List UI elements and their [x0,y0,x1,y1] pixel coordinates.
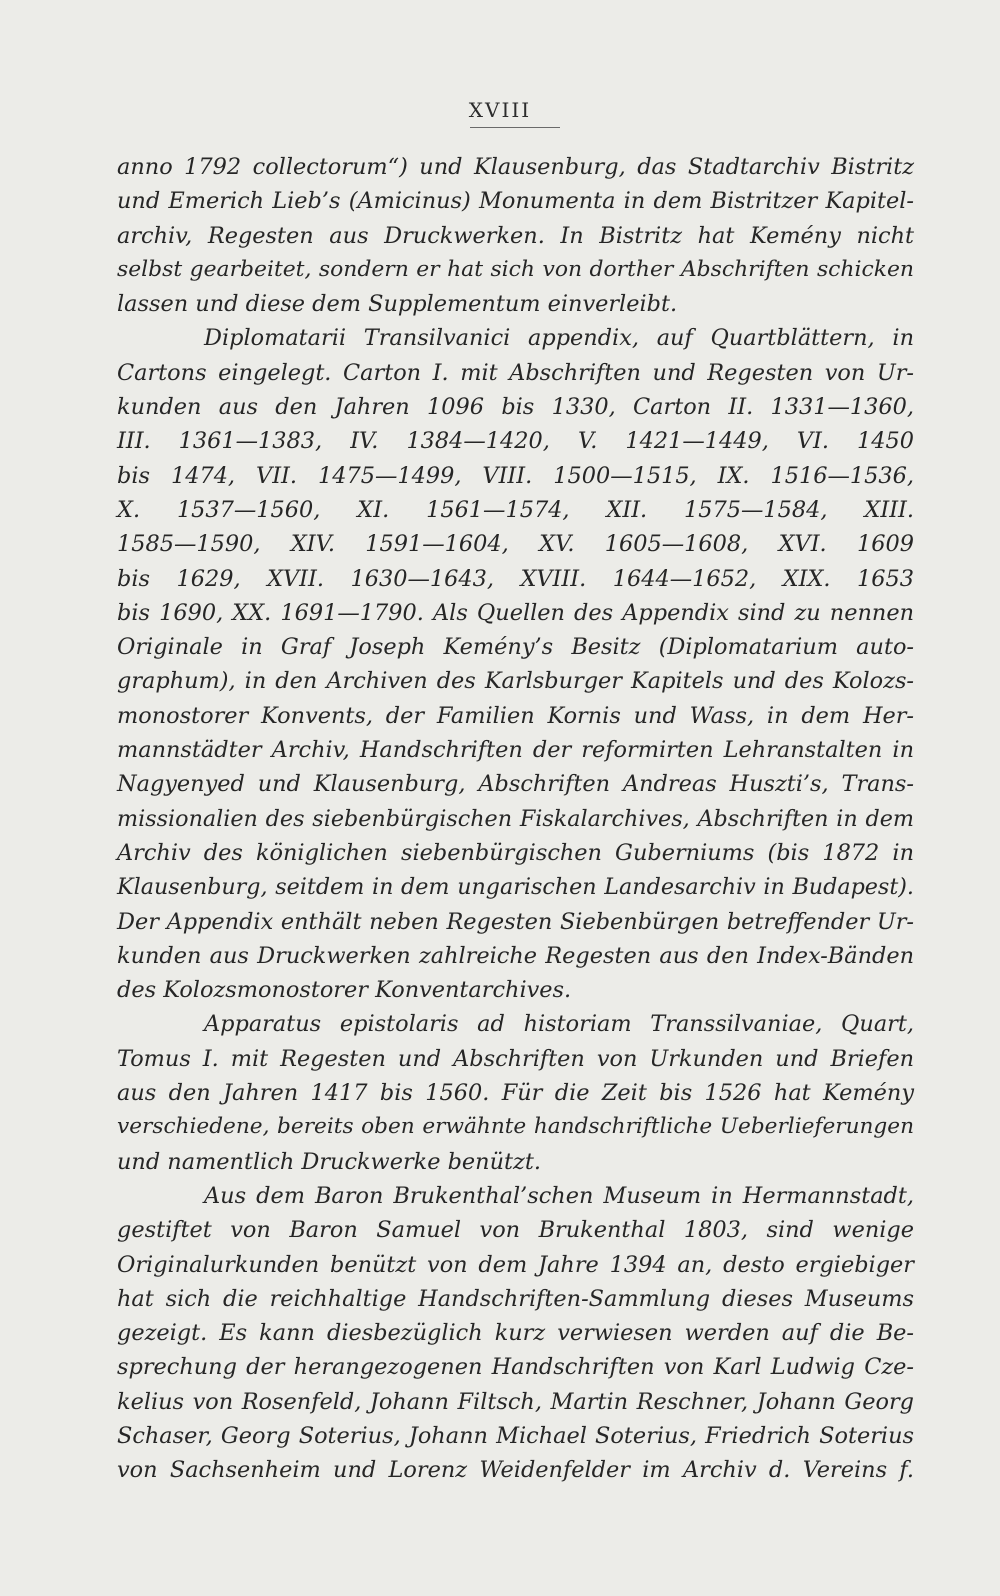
text-line: selbst gearbeitet, sondern er hat sich von dorther Abschriften schicken [117,256,914,282]
text-line: hat sich die reichhaltige Handschriften-Sammlung dieses Museums [117,1285,914,1312]
text-line: und Emerich Lieb’s (Amicinus) Monumenta in dem Bistritzer Kapitel- [117,188,914,215]
text-line: Aus dem Baron Brukenthal’schen Museum in Hermannstadt, [204,1182,914,1209]
text-line: sprechung der herangezogenen Handschriften von Karl Ludwig Cze- [117,1354,914,1381]
text-line: Der Appendix enthält neben Regesten Siebenbürgen betreffender Ur- [117,908,914,935]
text-line: kunden aus Druckwerken zahlreiche Regesten aus den Index-Bänden [117,942,914,969]
page-number: XVIII [468,98,532,122]
text-line: lassen und diese dem Supplementum einverleibt. [117,291,678,318]
text-line: bis 1474, VII. 1475—1499, VIII. 1500—1515, IX. 1516—1536, [117,462,914,489]
text-line: graphum), in den Archiven des Karlsburger Kapitels und des Kolozs- [117,668,914,695]
text-line: Schaser, Georg Soterius, Johann Michael Soterius, Friedrich Soterius [117,1422,914,1449]
text-line: Cartons eingelegt. Carton I. mit Abschriften und Regesten von Ur- [117,359,914,386]
text-line: und namentlich Druckwerke benützt. [117,1148,541,1175]
paragraph-4 [117,1179,914,1488]
text-line: kunden aus den Jahren 1096 bis 1330, Carton II. 1331—1360, [117,394,914,421]
text-line: aus den Jahren 1417 bis 1560. Für die Zeit bis 1526 hat Kemény [117,1080,914,1107]
text-line: anno 1792 collectorum“) und Klausenburg, das Stadtarchiv Bistritz [117,154,914,180]
text-line: Diplomatarii Transilvanici appendix, auf Quartblättern, in [204,325,914,352]
text-line: bis 1629, XVII. 1630—1643, XVIII. 1644—1652, XIX. 1653 [117,565,914,592]
text-line: X. 1537—1560, XI. 1561—1574, XII. 1575—1584, XIII. [117,496,914,523]
text-line: Klausenburg, seitdem in dem ungarischen Landesarchiv in Budapest). [117,874,914,901]
text-line: Apparatus epistolaris ad historiam Transsilvaniae, Quart, [204,1011,914,1038]
paragraph-3 [117,1007,914,1178]
body-text [117,150,914,1488]
text-line: archiv, Regesten aus Druckwerken. In Bistritz hat Kemény nicht [117,222,914,249]
text-line: gezeigt. Es kann diesbezüglich kurz verwiesen werden auf die Be- [117,1320,914,1347]
text-line: des Kolozsmonostorer Konventarchives. [117,977,572,1004]
text-line: Tomus I. mit Regesten und Abschriften von Urkunden und Briefen [117,1045,914,1072]
paragraph-1 [117,150,914,321]
text-line: gestiftet von Baron Samuel von Brukenthal 1803, sind wenige [117,1217,914,1244]
text-line: Originale in Graf Joseph Kemény’s Besitz (Diplomatarium auto- [117,634,914,661]
text-line: Originalurkunden benützt von dem Jahre 1394 an, desto ergiebiger [117,1251,914,1278]
text-line: mannstädter Archiv, Handschriften der reformirten Lehranstalten in [117,737,914,764]
text-line: Archiv des königlichen siebenbürgischen Guberniums (bis 1872 in [117,839,914,866]
paragraph-2 [117,321,914,1007]
text-line: verschiedene, bereits oben erwähnte handschriftliche Ueberlieferungen [117,1114,914,1140]
text-line: monostorer Konvents, der Familien Kornis und Wass, in dem Her- [117,702,914,729]
text-line: Nagyenyed und Klausenburg, Abschriften Andreas Huszti’s, Trans- [117,771,914,798]
text-line: bis 1690, XX. 1691—1790. Als Quellen des Appendix sind zu nennen [117,599,914,626]
text-line: 1585—1590, XIV. 1591—1604, XV. 1605—1608, XVI. 1609 [117,531,914,558]
text-line: III. 1361—1383, IV. 1384—1420, V. 1421—1449, VI. 1450 [117,428,914,455]
text-line: von Sachsenheim und Lorenz Weidenfelder im Archiv d. Vereins f. [117,1457,914,1484]
text-line: kelius von Rosenfeld, Johann Filtsch, Martin Reschner, Johann Georg [117,1388,914,1415]
page-number-rule [470,127,560,128]
text-line: missionalien des siebenbürgischen Fiskalarchives, Abschriften in dem [117,805,914,832]
